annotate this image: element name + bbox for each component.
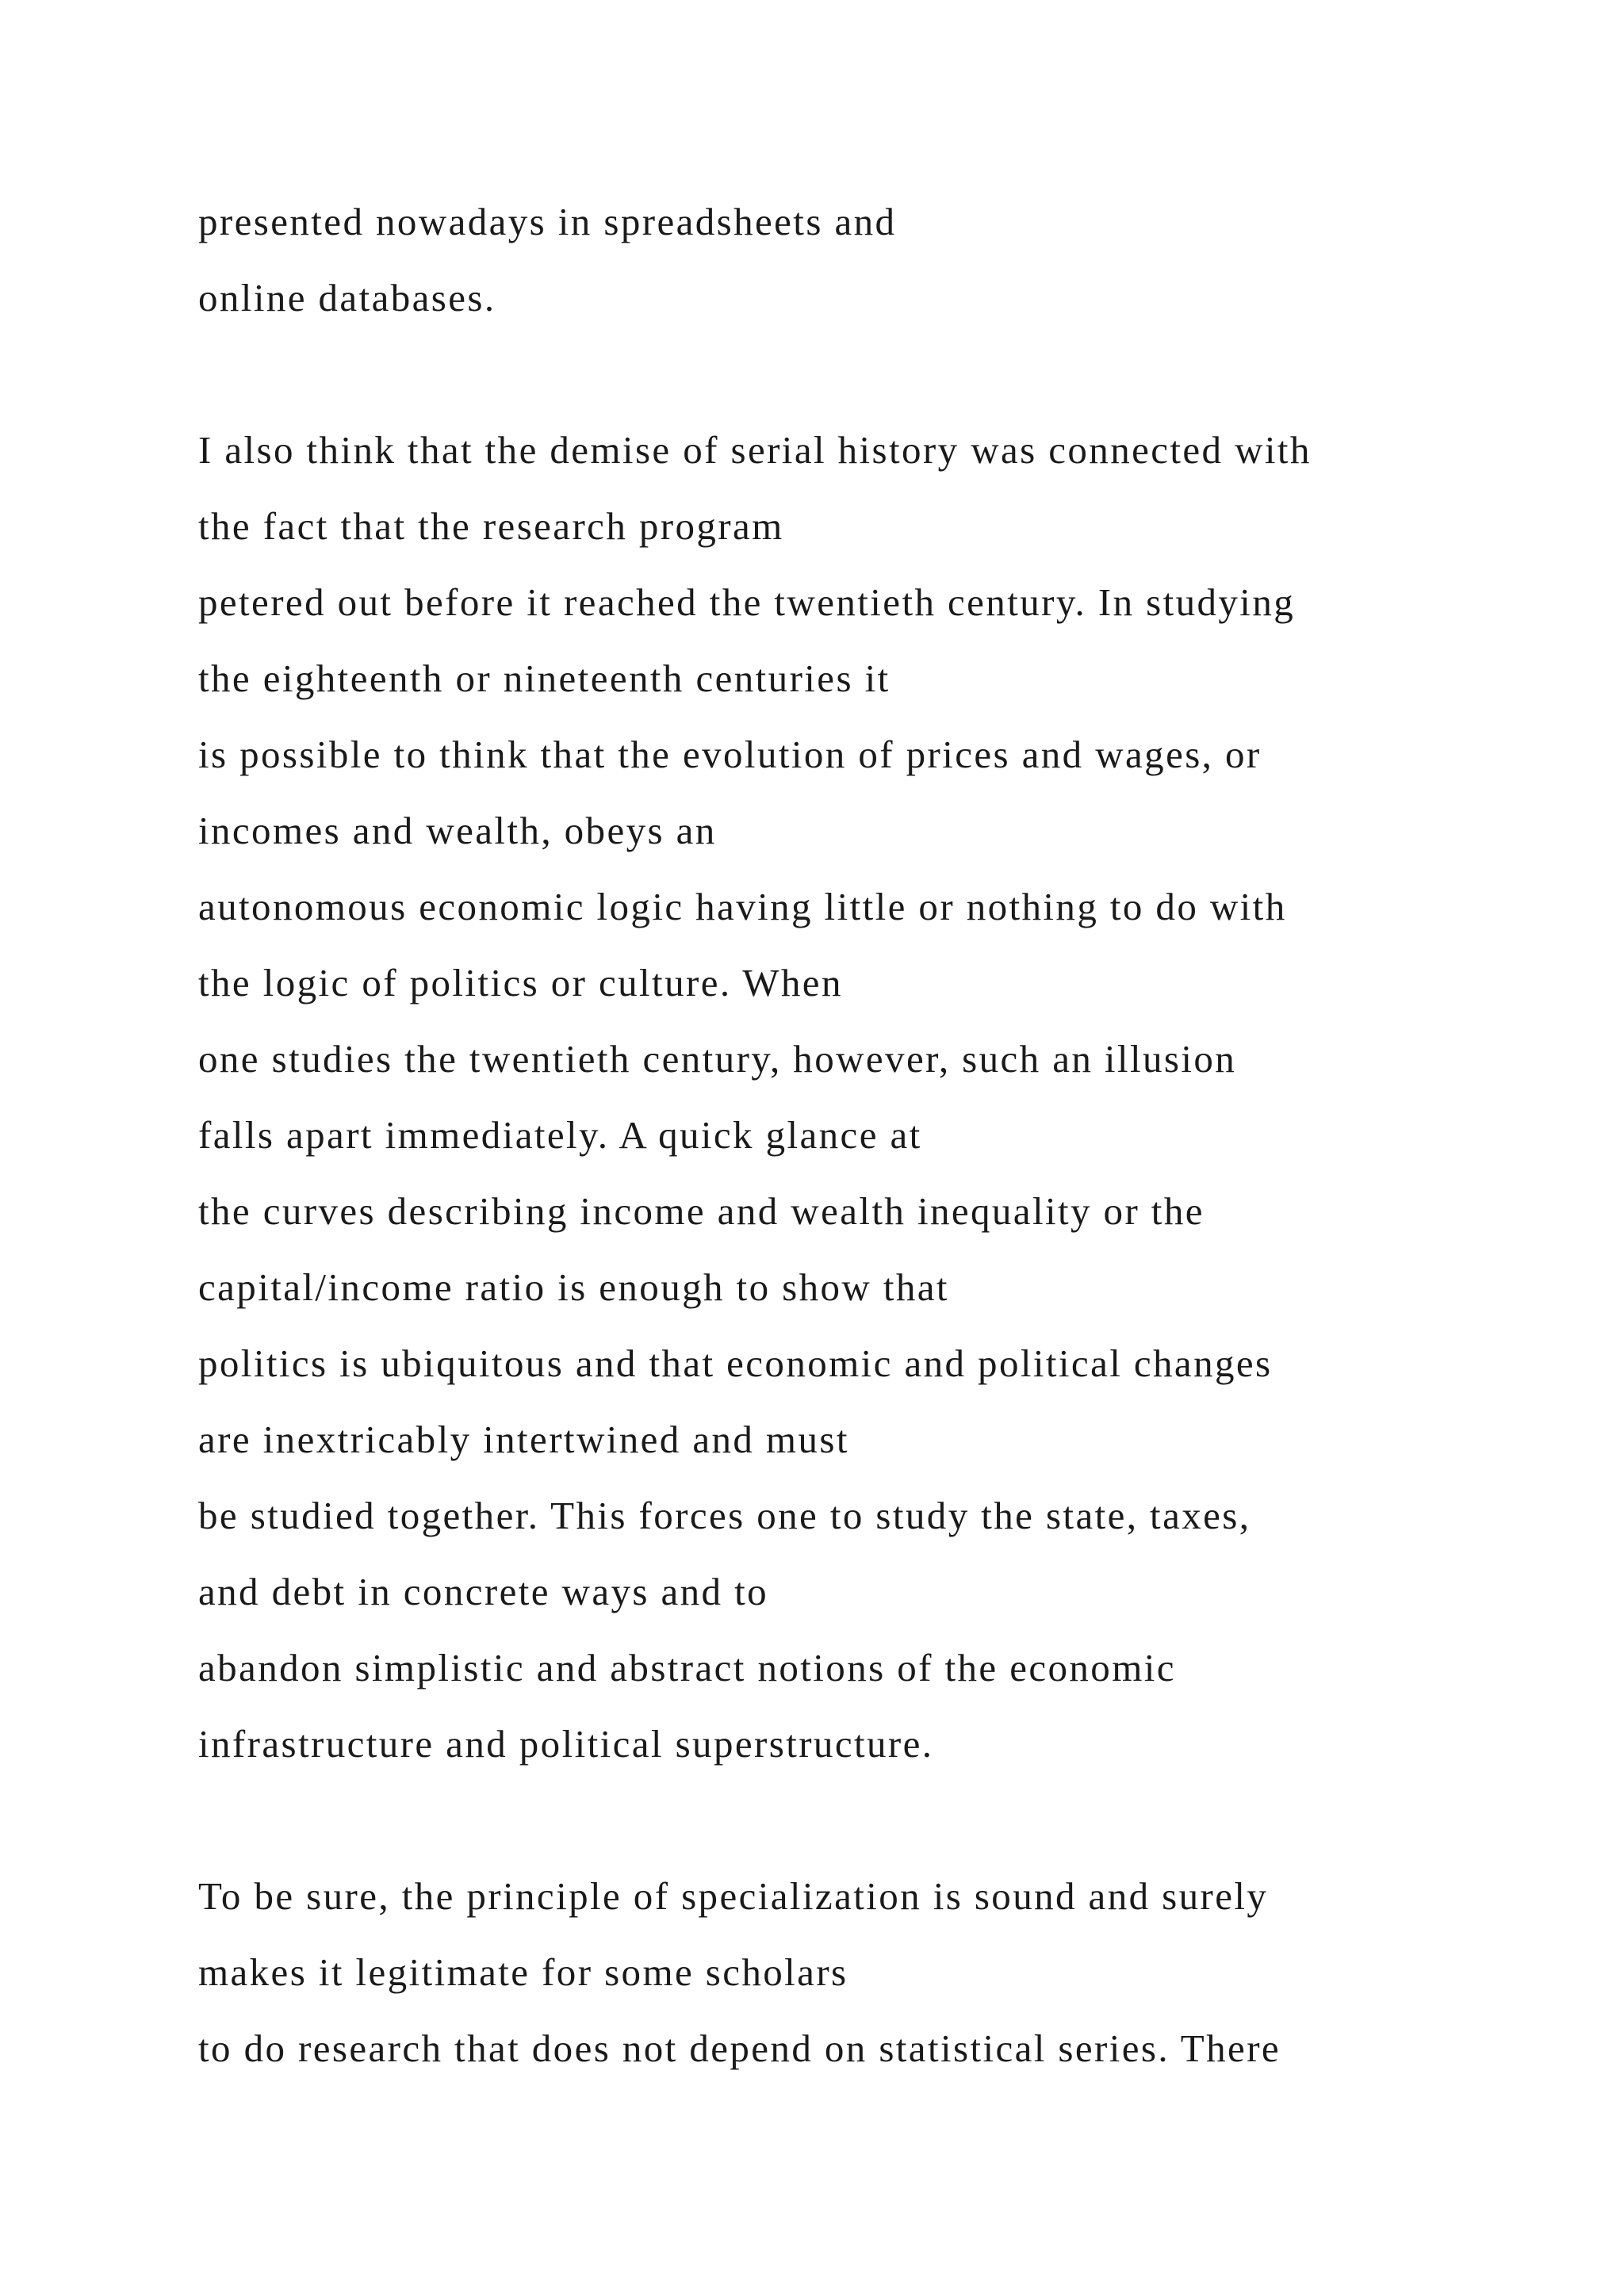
text-line: presented nowadays in spreadsheets and [198, 200, 897, 243]
text-line: capital/income ratio is enough to show that [198, 1265, 949, 1309]
text-line: be studied together. This forces one to study the state, taxes, [198, 1494, 1251, 1537]
text-line: politics is ubiquitous and that economic and political changes [198, 1341, 1273, 1385]
text-line: the eighteenth or nineteenth centuries it [198, 656, 891, 700]
text-line: autonomous economic logic having little or nothing to do with [198, 885, 1287, 928]
text-line: one studies the twentieth century, however, such an illusion [198, 1037, 1237, 1081]
paragraph-3 [198, 1858, 1546, 2087]
text-line: is possible to think that the evolution of prices and wages, or [198, 733, 1262, 776]
text-line: To be sure, the principle of specialization is sound and surely [198, 1874, 1269, 1918]
text-line: the curves describing income and wealth inequality or the [198, 1189, 1205, 1233]
text-line: incomes and wealth, obeys an [198, 809, 717, 852]
text-line: petered out before it reached the twentieth century. In studying [198, 580, 1296, 624]
paragraph-spacer [198, 336, 1546, 412]
text-line: infrastructure and political superstructure. [198, 1722, 934, 1766]
text-line: and debt in concrete ways and to [198, 1570, 769, 1613]
text-line: online databases. [198, 276, 496, 320]
text-line: are inextricably intertwined and must [198, 1418, 849, 1461]
text-line: I also think that the demise of serial history was connected with [198, 428, 1312, 472]
text-line: the logic of politics or culture. When [198, 961, 843, 1004]
paragraph-2 [198, 412, 1546, 1782]
text-line: falls apart immediately. A quick glance at [198, 1113, 922, 1157]
text-line: makes it legitimate for some scholars [198, 1950, 848, 1994]
text-line: abandon simplistic and abstract notions of the economic [198, 1646, 1176, 1689]
paragraph-spacer [198, 1782, 1546, 1858]
paragraph-1 [198, 184, 1546, 336]
text-line: the fact that the research program [198, 504, 784, 548]
text-line: to do research that does not depend on statistical series. There [198, 2026, 1281, 2070]
body-text [198, 184, 1546, 2087]
